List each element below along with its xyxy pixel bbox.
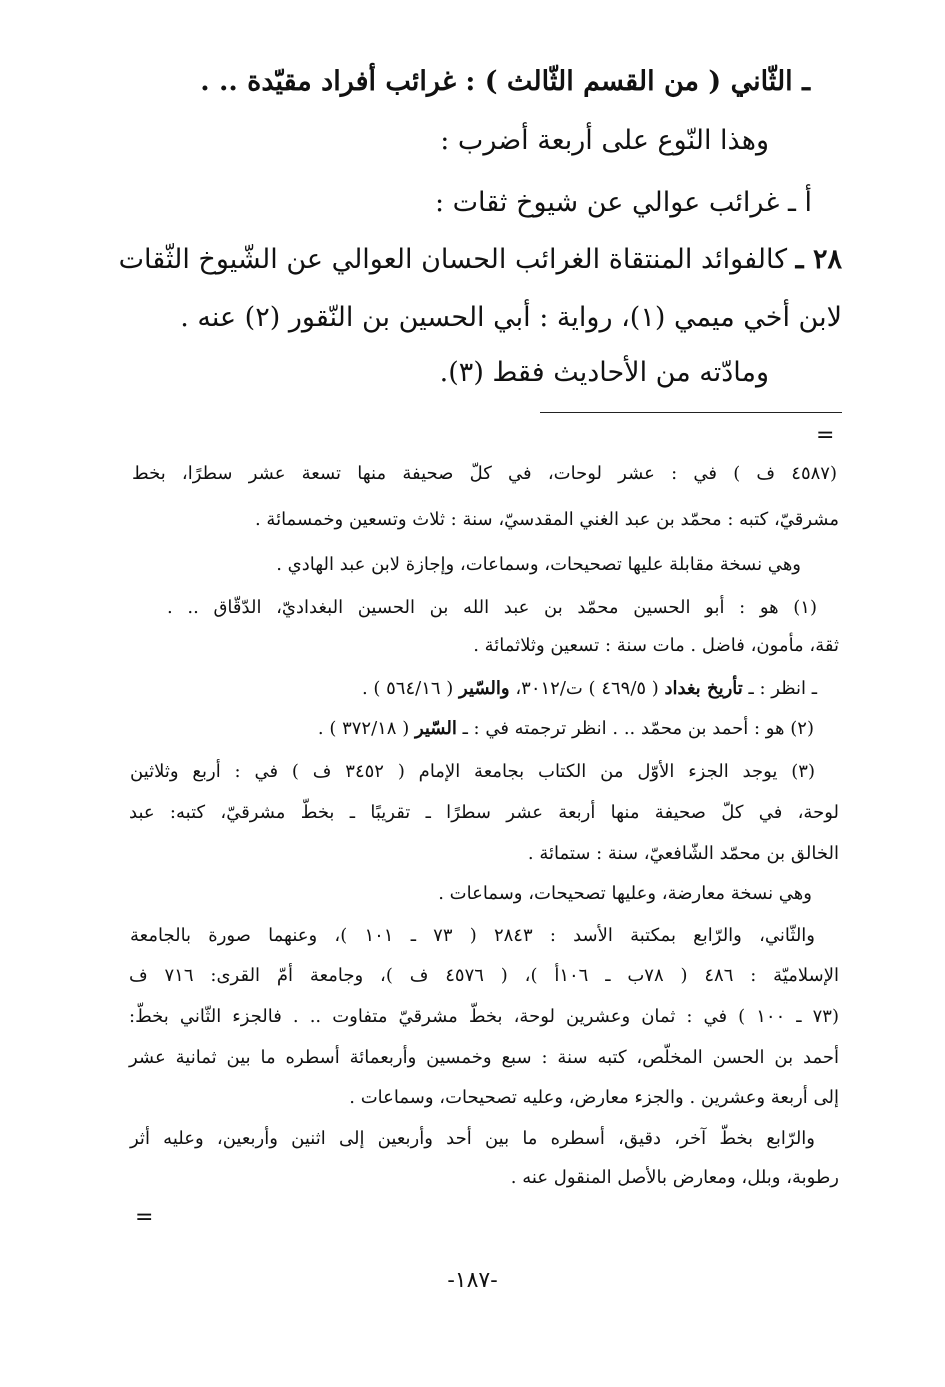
footnote-3-line-1: (٣) يوجد الجزء الأوّل من الكتاب بجامعة الإمام ( ٣٤٥٢ ف ) في : أربع وثلاثين bbox=[130, 761, 815, 782]
footnote-3-line-11: رطوبة، وبلل، ومعارض بالأصل المنقول عنه . bbox=[510, 1167, 839, 1188]
entry-title: كالفوائد المنتقاة الغرائب الحسان العوالي عن الشّيوخ الثّقات bbox=[118, 244, 796, 275]
footnote-3-line-5: والثّاني، والرّابع بمكتبة الأسد : ٢٨٤٣ ( ٧٣ ـ ١٠١ )، وعنهما صورة بالجامعة bbox=[130, 925, 815, 946]
footnote-1-line-3: ـ انظر : ـ تأريخ بغداد ( ٤٦٩/٥ ) ت/٣٠١٢، والسّير ( ٥٦٤/١٦ ) . bbox=[361, 678, 817, 699]
subsection-title: أ ـ غرائب عوالي عن شيوخ ثقات : bbox=[434, 187, 812, 218]
footnote-2: (٢) هو : أحمد بن محمّد .. . انظر ترجمته في : ـ السّير ( ٣٧٢/١٨ ) . bbox=[317, 718, 814, 739]
footnote-3-line-4: وهي نسخة معارضة، وعليها تصحيحات، وسماعات . bbox=[438, 883, 812, 904]
section-heading: ـ الثّاني ( من القسم الثّالث ) : غرائب أفراد مقيّدة .. . bbox=[200, 66, 810, 97]
footnote-separator bbox=[540, 412, 842, 413]
entry-28-line-3: ومادّته من الأحاديث فقط (٣). bbox=[439, 357, 769, 388]
footnote-1-line-1: (١) هو : أبو الحسين محمّد بن عبد الله بن الحسين البغداديّ، الدّقّاق .. . bbox=[167, 597, 817, 618]
footnote-3-line-2: لوحة، في كلّ صحيفة منها أربعة عشر سطرًا ـ تقريبًا ـ بخطّ مشرقيّ، كتبه: عبد bbox=[129, 802, 839, 823]
continuation-mark-top: = bbox=[816, 423, 835, 448]
entry-28-line-1 bbox=[118, 244, 842, 275]
footnote-3-line-8: أحمد بن الحسن المخلّص، كتبه سنة : سبع وخمسين وأربعمائة أسطره ما بين ثمانية عشر bbox=[129, 1047, 839, 1068]
entry-28-line-2: لابن أخي ميمي (١)، رواية : أبي الحسين بن النّقور (٢) عنه . bbox=[180, 302, 842, 333]
footnote-carry-line-1: (٤٥٨٧ ف ) في : عشر لوحات، في كلّ صحيفة منها تسعة عشر سطرًا، بخط bbox=[132, 463, 837, 484]
ref-tarikh-baghdad: تأريخ بغداد bbox=[664, 678, 743, 699]
page-number: -١٨٧- bbox=[447, 1268, 498, 1293]
footnote-carry-line-2: مشرقيّ، كتبه : محمّد بن عبد الغني المقدسيّ، سنة : ثلاث وتسعين وخمسمائة . bbox=[254, 509, 839, 530]
footnote-carry-line-3: وهي نسخة مقابلة عليها تصحيحات، وسماعات، وإجازة لابن عبد الهادي . bbox=[276, 554, 801, 575]
ref-siyar: والسّير bbox=[459, 678, 510, 699]
footnote-3-line-7: (٧٣ ـ ١٠٠ ) في : ثمان وعشرين لوحة، بخطّ مشرقيّ متفاوت .. . فالجزء الثّاني بخطّ: bbox=[129, 1006, 839, 1027]
footnote-3-line-10: والرّابع بخطّ آخر، دقيق، أسطره ما بين أحد وأربعين إلى اثنين وأربعين، وعليه أثر bbox=[130, 1128, 815, 1149]
footnote-3-line-9: إلى أربعة وعشرين . والجزء معارض، وعليه تصحيحات، وسماعات . bbox=[349, 1087, 839, 1108]
ref-siyar-2: السّير bbox=[414, 718, 457, 739]
footnote-3-line-6: الإسلاميّة : ٤٨٦ ( ٧٨ب ـ ١٠٦أ )، ( ٤٥٧٦ ف )، وجامعة أمّ القرى: ٧١٦ ف bbox=[129, 965, 839, 986]
entry-number: ٢٨ ـ bbox=[795, 244, 842, 275]
footnote-3-line-3: الخالق بن محمّد الشّافعيّ، سنة : ستمائة . bbox=[527, 843, 839, 864]
continuation-mark-bottom: = bbox=[135, 1205, 154, 1230]
footnote-1-line-2: ثقة، مأمون، فاضل . مات سنة : تسعين وثلاثمائة . bbox=[473, 635, 839, 656]
type-intro: وهذا النّوع على أربعة أضرب : bbox=[440, 125, 769, 156]
